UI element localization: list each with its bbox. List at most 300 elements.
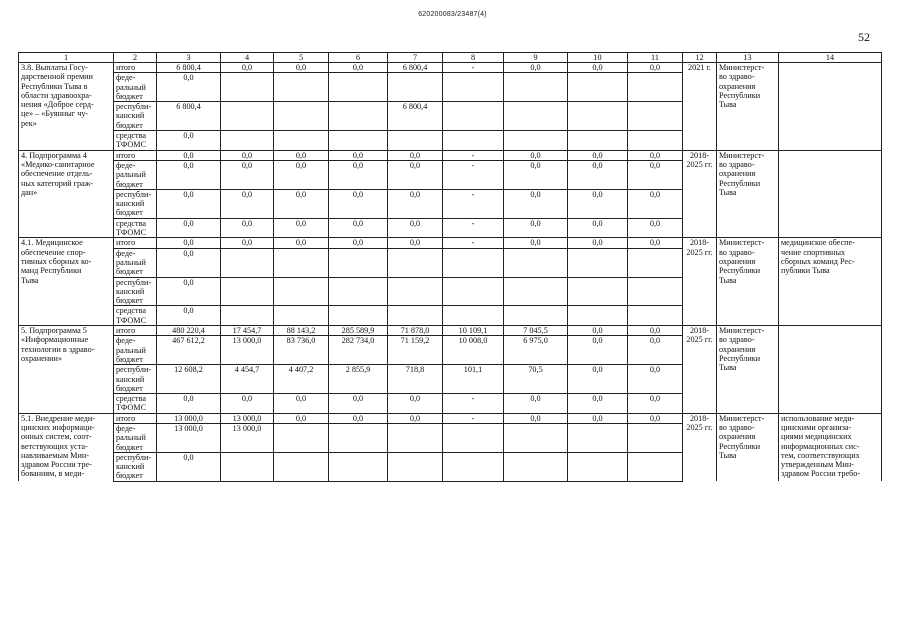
responsible-line: охранения	[719, 81, 756, 91]
funding-source-line: средства	[116, 131, 147, 141]
amount-cell: 0,0	[157, 218, 221, 238]
amount-cell	[628, 452, 683, 481]
amount-cell	[504, 423, 568, 452]
funding-source-line: итого	[116, 326, 136, 336]
amount-cell	[568, 102, 628, 131]
funding-source-line: ТФОМС	[116, 315, 147, 325]
responsible-line: охранения	[719, 169, 756, 179]
amount-cell: 17 454,7	[221, 326, 274, 336]
amount-cell: 0,0	[388, 413, 443, 423]
funding-source-line: канский	[116, 374, 145, 384]
responsible-executor	[717, 413, 779, 481]
amount-cell	[329, 102, 388, 131]
amount-cell: 0,0	[504, 150, 568, 160]
column-number: 9	[504, 53, 568, 63]
funding-source-line: ТФОМС	[116, 140, 147, 150]
funding-source-line: феде-	[116, 73, 136, 83]
column-number: 4	[221, 53, 274, 63]
measure-name-line: 5.1. Внедрение меди-	[21, 413, 96, 423]
column-number: 1	[19, 53, 114, 63]
funding-source	[114, 336, 157, 365]
amount-cell: 0,0	[157, 150, 221, 160]
amount-cell: 0,0	[504, 413, 568, 423]
funding-source	[114, 189, 157, 218]
result-line: циями медицинских	[781, 432, 852, 442]
period-line: 2025 гг.	[686, 335, 713, 345]
amount-cell	[568, 73, 628, 102]
funding-source-line: канский	[116, 199, 145, 209]
amount-cell: 0,0	[504, 218, 568, 238]
amount-cell	[568, 277, 628, 306]
expected-result	[779, 326, 882, 414]
amount-cell: 0,0	[157, 73, 221, 102]
funding-source-line: ральный	[116, 257, 146, 267]
measure-name-line: 4.1. Медицинское	[21, 238, 83, 248]
amount-cell	[568, 423, 628, 452]
responsible-line: Тыва	[719, 100, 737, 110]
amount-cell	[568, 248, 628, 277]
measure-name-line: «Медико-санитарное	[21, 159, 95, 169]
funding-source-line: ральный	[116, 170, 146, 180]
amount-cell: 71 878,0	[388, 326, 443, 336]
amount-cell	[504, 277, 568, 306]
amount-cell: 0,0	[157, 277, 221, 306]
funding-source-line: республи-	[116, 102, 152, 112]
funding-source	[114, 150, 157, 160]
responsible-line: Республики	[719, 353, 761, 363]
amount-cell: 0,0	[568, 63, 628, 73]
responsible-executor	[717, 238, 779, 326]
amount-cell: 10 109,1	[443, 326, 504, 336]
implementation-period	[683, 63, 717, 151]
amount-cell: 0,0	[628, 413, 683, 423]
responsible-line: во здраво-	[719, 422, 755, 432]
amount-cell: 0,0	[157, 189, 221, 218]
amount-cell	[329, 131, 388, 151]
amount-cell: 0,0	[329, 394, 388, 414]
expected-result	[779, 63, 882, 151]
amount-cell	[443, 248, 504, 277]
amount-cell: 0,0	[628, 394, 683, 414]
amount-cell	[274, 306, 329, 326]
column-number: 6	[329, 53, 388, 63]
measure-name-line: навливаемым Мин-	[21, 450, 89, 460]
amount-cell: 0,0	[568, 394, 628, 414]
period-line: 2018-	[689, 150, 710, 160]
amount-cell	[221, 102, 274, 131]
measure-name-line: здравом России тре-	[21, 460, 92, 470]
amount-cell: 10 008,0	[443, 336, 504, 365]
result-line: утвержденным Мин-	[781, 460, 854, 470]
amount-cell: 13 000,0	[221, 413, 274, 423]
responsible-line: Министерст-	[719, 150, 765, 160]
amount-cell	[628, 306, 683, 326]
amount-cell: 6 800,4	[157, 63, 221, 73]
responsible-line: охранения	[719, 256, 756, 266]
funding-source-line: бюджет	[116, 179, 143, 189]
amount-cell	[274, 131, 329, 151]
responsible-line: Тыва	[719, 450, 737, 460]
column-number: 8	[443, 53, 504, 63]
funding-source-line: канский	[116, 286, 145, 296]
responsible-line: во здраво-	[719, 159, 755, 169]
measure-name-line: ных категорий граж-	[21, 178, 94, 188]
funding-source-line: феде-	[116, 160, 136, 170]
amount-cell: 0,0	[568, 326, 628, 336]
table-row	[19, 150, 882, 160]
amount-cell	[388, 452, 443, 481]
amount-cell: 467 612,2	[157, 336, 221, 365]
funding-source	[114, 218, 157, 238]
expected-result	[779, 413, 882, 481]
amount-cell	[628, 131, 683, 151]
amount-cell	[329, 423, 388, 452]
amount-cell	[221, 73, 274, 102]
amount-cell	[504, 452, 568, 481]
amount-cell	[329, 73, 388, 102]
result-line: использование меди-	[781, 413, 855, 423]
amount-cell	[443, 102, 504, 131]
funding-source-line: феде-	[116, 248, 136, 258]
amount-cell: 13 000,0	[221, 336, 274, 365]
responsible-line: Тыва	[719, 187, 737, 197]
funding-source-line: ТФОМС	[116, 403, 147, 413]
responsible-executor	[717, 150, 779, 238]
amount-cell	[388, 423, 443, 452]
responsible-line: во здраво-	[719, 247, 755, 257]
amount-cell	[274, 248, 329, 277]
amount-cell: -	[443, 150, 504, 160]
funding-source-line: итого	[116, 238, 136, 248]
amount-cell: 0,0	[628, 160, 683, 189]
period-line: 2025 гг.	[686, 247, 713, 257]
period-line: 2025 гг.	[686, 422, 713, 432]
amount-cell: 0,0	[274, 238, 329, 248]
amount-cell: 0,0	[329, 160, 388, 189]
responsible-line: Министерст-	[719, 238, 765, 248]
responsible-line: Республики	[719, 178, 761, 188]
amount-cell: 6 800,4	[157, 102, 221, 131]
amount-cell: 0,0	[388, 218, 443, 238]
amount-cell: 0,0	[388, 150, 443, 160]
amount-cell	[504, 306, 568, 326]
implementation-period	[683, 150, 717, 238]
measure-name-line: 3.8. Выплаты Госу-	[21, 63, 88, 72]
responsible-line: охранения	[719, 344, 756, 354]
period-line: 2025 гг.	[686, 159, 713, 169]
funding-source-line: ральный	[116, 433, 146, 443]
responsible-line: Министерст-	[719, 413, 765, 423]
funding-source-line: республи-	[116, 365, 152, 375]
funding-source-line: бюджет	[116, 383, 143, 393]
funding-source-line: ральный	[116, 345, 146, 355]
amount-cell: 13 000,0	[157, 423, 221, 452]
amount-cell: 0,0	[628, 238, 683, 248]
measure-name-line: ветствующих уста-	[21, 441, 88, 451]
amount-cell: 0,0	[221, 238, 274, 248]
amount-cell: 0,0	[628, 63, 683, 73]
amount-cell: 0,0	[388, 238, 443, 248]
amount-cell: 0,0	[568, 218, 628, 238]
funding-source-line: бюджет	[116, 296, 143, 306]
amount-cell: 0,0	[504, 238, 568, 248]
amount-cell: 0,0	[221, 160, 274, 189]
measure-name-line: нения «Доброе серд-	[21, 100, 94, 110]
funding-source-line: бюджет	[116, 120, 143, 130]
amount-cell	[504, 248, 568, 277]
funding-source-line: бюджет	[116, 91, 143, 101]
funding-source-line: итого	[116, 413, 136, 423]
measure-name-line: дарственной премии	[21, 72, 93, 82]
amount-cell: 718,8	[388, 365, 443, 394]
responsible-line: Министерст-	[719, 63, 765, 72]
amount-cell: 0,0	[504, 160, 568, 189]
amount-cell: 0,0	[568, 365, 628, 394]
expected-result	[779, 150, 882, 238]
amount-cell	[221, 248, 274, 277]
implementation-period	[683, 326, 717, 414]
amount-cell: 0,0	[628, 218, 683, 238]
funding-source-line: итого	[116, 150, 136, 160]
amount-cell: 0,0	[504, 394, 568, 414]
column-number: 7	[388, 53, 443, 63]
amount-cell: -	[443, 238, 504, 248]
period-line: 2018-	[689, 326, 710, 336]
amount-cell	[329, 306, 388, 326]
result-line: сборных команд Рес-	[781, 256, 855, 266]
column-number: 3	[157, 53, 221, 63]
amount-cell	[274, 73, 329, 102]
measure-name	[19, 413, 114, 481]
amount-cell: 0,0	[329, 218, 388, 238]
amount-cell	[274, 102, 329, 131]
amount-cell: 0,0	[628, 189, 683, 218]
measure-name-line: цинских информаци-	[21, 422, 95, 432]
implementation-period	[683, 238, 717, 326]
amount-cell	[388, 277, 443, 306]
funding-source-line: бюджет	[116, 208, 143, 218]
amount-cell	[221, 306, 274, 326]
responsible-line: Республики	[719, 441, 761, 451]
period-line: 2018-	[689, 413, 710, 423]
amount-cell: 7 045,5	[504, 326, 568, 336]
responsible-line: Тыва	[719, 363, 737, 373]
measure-name-line: охранении»	[21, 353, 62, 363]
responsible-line: во здраво-	[719, 72, 755, 82]
amount-cell	[628, 73, 683, 102]
funding-source	[114, 423, 157, 452]
result-line: цинскими организа-	[781, 422, 852, 432]
amount-cell: 88 143,2	[274, 326, 329, 336]
amount-cell: 0,0	[157, 248, 221, 277]
measure-name	[19, 238, 114, 326]
responsible-executor	[717, 326, 779, 414]
measure-name-line: 5. Подпрограмма 5	[21, 326, 87, 336]
amount-cell	[443, 131, 504, 151]
amount-cell	[329, 452, 388, 481]
measure-name-line: технологии в здраво-	[21, 344, 95, 354]
measure-name	[19, 150, 114, 238]
amount-cell: 70,5	[504, 365, 568, 394]
table-row	[19, 238, 882, 248]
amount-cell	[221, 131, 274, 151]
amount-cell: 0,0	[221, 63, 274, 73]
amount-cell: 6 800,4	[388, 102, 443, 131]
amount-cell: 0,0	[221, 189, 274, 218]
amount-cell: 4 407,2	[274, 365, 329, 394]
measure-name-line: це» – «Буянныг чу-	[21, 109, 89, 119]
amount-cell: 0,0	[274, 150, 329, 160]
funding-source-line: средства	[116, 306, 147, 316]
amount-cell: 0,0	[157, 131, 221, 151]
funding-source-line: бюджет	[116, 267, 143, 277]
responsible-line: охранения	[719, 432, 756, 442]
amount-cell	[628, 102, 683, 131]
amount-cell: 0,0	[274, 413, 329, 423]
measure-name-line: обеспечение спор-	[21, 247, 86, 257]
amount-cell: -	[443, 63, 504, 73]
funding-source-line: республи-	[116, 189, 152, 199]
amount-cell: 0,0	[329, 189, 388, 218]
funding-source	[114, 326, 157, 336]
amount-cell: 0,0	[388, 189, 443, 218]
amount-cell: 6 800,4	[388, 63, 443, 73]
amount-cell	[628, 248, 683, 277]
amount-cell: 0,0	[568, 413, 628, 423]
amount-cell	[568, 306, 628, 326]
result-line: медицинское обеспе-	[781, 238, 855, 248]
measure-name	[19, 63, 114, 151]
amount-cell	[388, 131, 443, 151]
amount-cell	[274, 423, 329, 452]
amount-cell: 0,0	[157, 452, 221, 481]
funding-source-line: феде-	[116, 423, 136, 433]
amount-cell	[504, 131, 568, 151]
amount-cell: 282 734,0	[329, 336, 388, 365]
funding-source	[114, 102, 157, 131]
page-number: 52	[858, 30, 870, 44]
funding-source-line: бюджет	[116, 354, 143, 364]
amount-cell	[443, 277, 504, 306]
amount-cell	[568, 452, 628, 481]
amount-cell: -	[443, 160, 504, 189]
amount-cell: 0,0	[274, 63, 329, 73]
amount-cell: 4 454,7	[221, 365, 274, 394]
amount-cell: 0,0	[628, 150, 683, 160]
amount-cell: 0,0	[329, 413, 388, 423]
amount-cell: 480 220,4	[157, 326, 221, 336]
amount-cell	[443, 73, 504, 102]
implementation-period	[683, 413, 717, 481]
amount-cell: -	[443, 218, 504, 238]
amount-cell: 0,0	[504, 189, 568, 218]
funding-source-line: ральный	[116, 82, 146, 92]
amount-cell	[329, 248, 388, 277]
result-line: публики Тыва	[781, 266, 830, 276]
amount-cell: 6 975,0	[504, 336, 568, 365]
measure-name-line: дан»	[21, 187, 38, 197]
amount-cell: 12 608,2	[157, 365, 221, 394]
funding-source-line: средства	[116, 394, 147, 404]
amount-cell: 0,0	[329, 238, 388, 248]
amount-cell	[221, 277, 274, 306]
amount-cell: 0,0	[221, 218, 274, 238]
column-number-row	[19, 53, 882, 63]
amount-cell	[388, 306, 443, 326]
amount-cell	[329, 277, 388, 306]
responsible-line: во здраво-	[719, 335, 755, 345]
expected-result	[779, 238, 882, 326]
funding-source	[114, 238, 157, 248]
amount-cell: 0,0	[388, 160, 443, 189]
funding-source	[114, 306, 157, 326]
result-line: чение спортивных	[781, 247, 846, 257]
amount-cell: 0,0	[628, 326, 683, 336]
measure-name-line: 4. Подпрограмма 4	[21, 150, 87, 160]
column-number: 12	[683, 53, 717, 63]
amount-cell: 0,0	[157, 306, 221, 326]
funding-source-line: средства	[116, 218, 147, 228]
measure-name-line: тивных сборных ко-	[21, 256, 92, 266]
funding-source-line: канский	[116, 111, 145, 121]
amount-cell	[628, 423, 683, 452]
funding-source-line: феде-	[116, 336, 136, 346]
amount-cell	[628, 277, 683, 306]
funding-source	[114, 160, 157, 189]
table-row	[19, 63, 882, 73]
amount-cell: 0,0	[568, 189, 628, 218]
budget-table	[18, 52, 882, 482]
amount-cell: 0,0	[329, 150, 388, 160]
column-number: 5	[274, 53, 329, 63]
result-line: информационных сис-	[781, 441, 860, 451]
column-number: 13	[717, 53, 779, 63]
amount-cell	[504, 102, 568, 131]
table-row	[19, 326, 882, 336]
amount-cell: 0,0	[157, 160, 221, 189]
amount-cell: 71 159,2	[388, 336, 443, 365]
amount-cell: 13 000,0	[221, 423, 274, 452]
column-number: 10	[568, 53, 628, 63]
funding-source	[114, 365, 157, 394]
amount-cell	[443, 423, 504, 452]
funding-source	[114, 394, 157, 414]
responsible-line: Республики	[719, 266, 761, 276]
period-line: 2021 г.	[688, 63, 711, 72]
amount-cell: 0,0	[329, 63, 388, 73]
funding-source	[114, 277, 157, 306]
amount-cell: 285 589,9	[329, 326, 388, 336]
responsible-line: Министерст-	[719, 326, 765, 336]
amount-cell: 0,0	[274, 160, 329, 189]
measure-name	[19, 326, 114, 414]
measure-name-line: обеспечение отдель-	[21, 169, 93, 179]
amount-cell: -	[443, 394, 504, 414]
amount-cell: 0,0	[388, 394, 443, 414]
amount-cell	[388, 248, 443, 277]
amount-cell: -	[443, 189, 504, 218]
measure-name-line: Тыва	[21, 275, 39, 285]
amount-cell	[568, 131, 628, 151]
amount-cell	[221, 452, 274, 481]
amount-cell: 0,0	[274, 218, 329, 238]
amount-cell: 0,0	[568, 160, 628, 189]
amount-cell: 0,0	[568, 238, 628, 248]
period-line: 2018-	[689, 238, 710, 248]
amount-cell	[274, 452, 329, 481]
amount-cell: 0,0	[221, 150, 274, 160]
amount-cell: 0,0	[221, 394, 274, 414]
